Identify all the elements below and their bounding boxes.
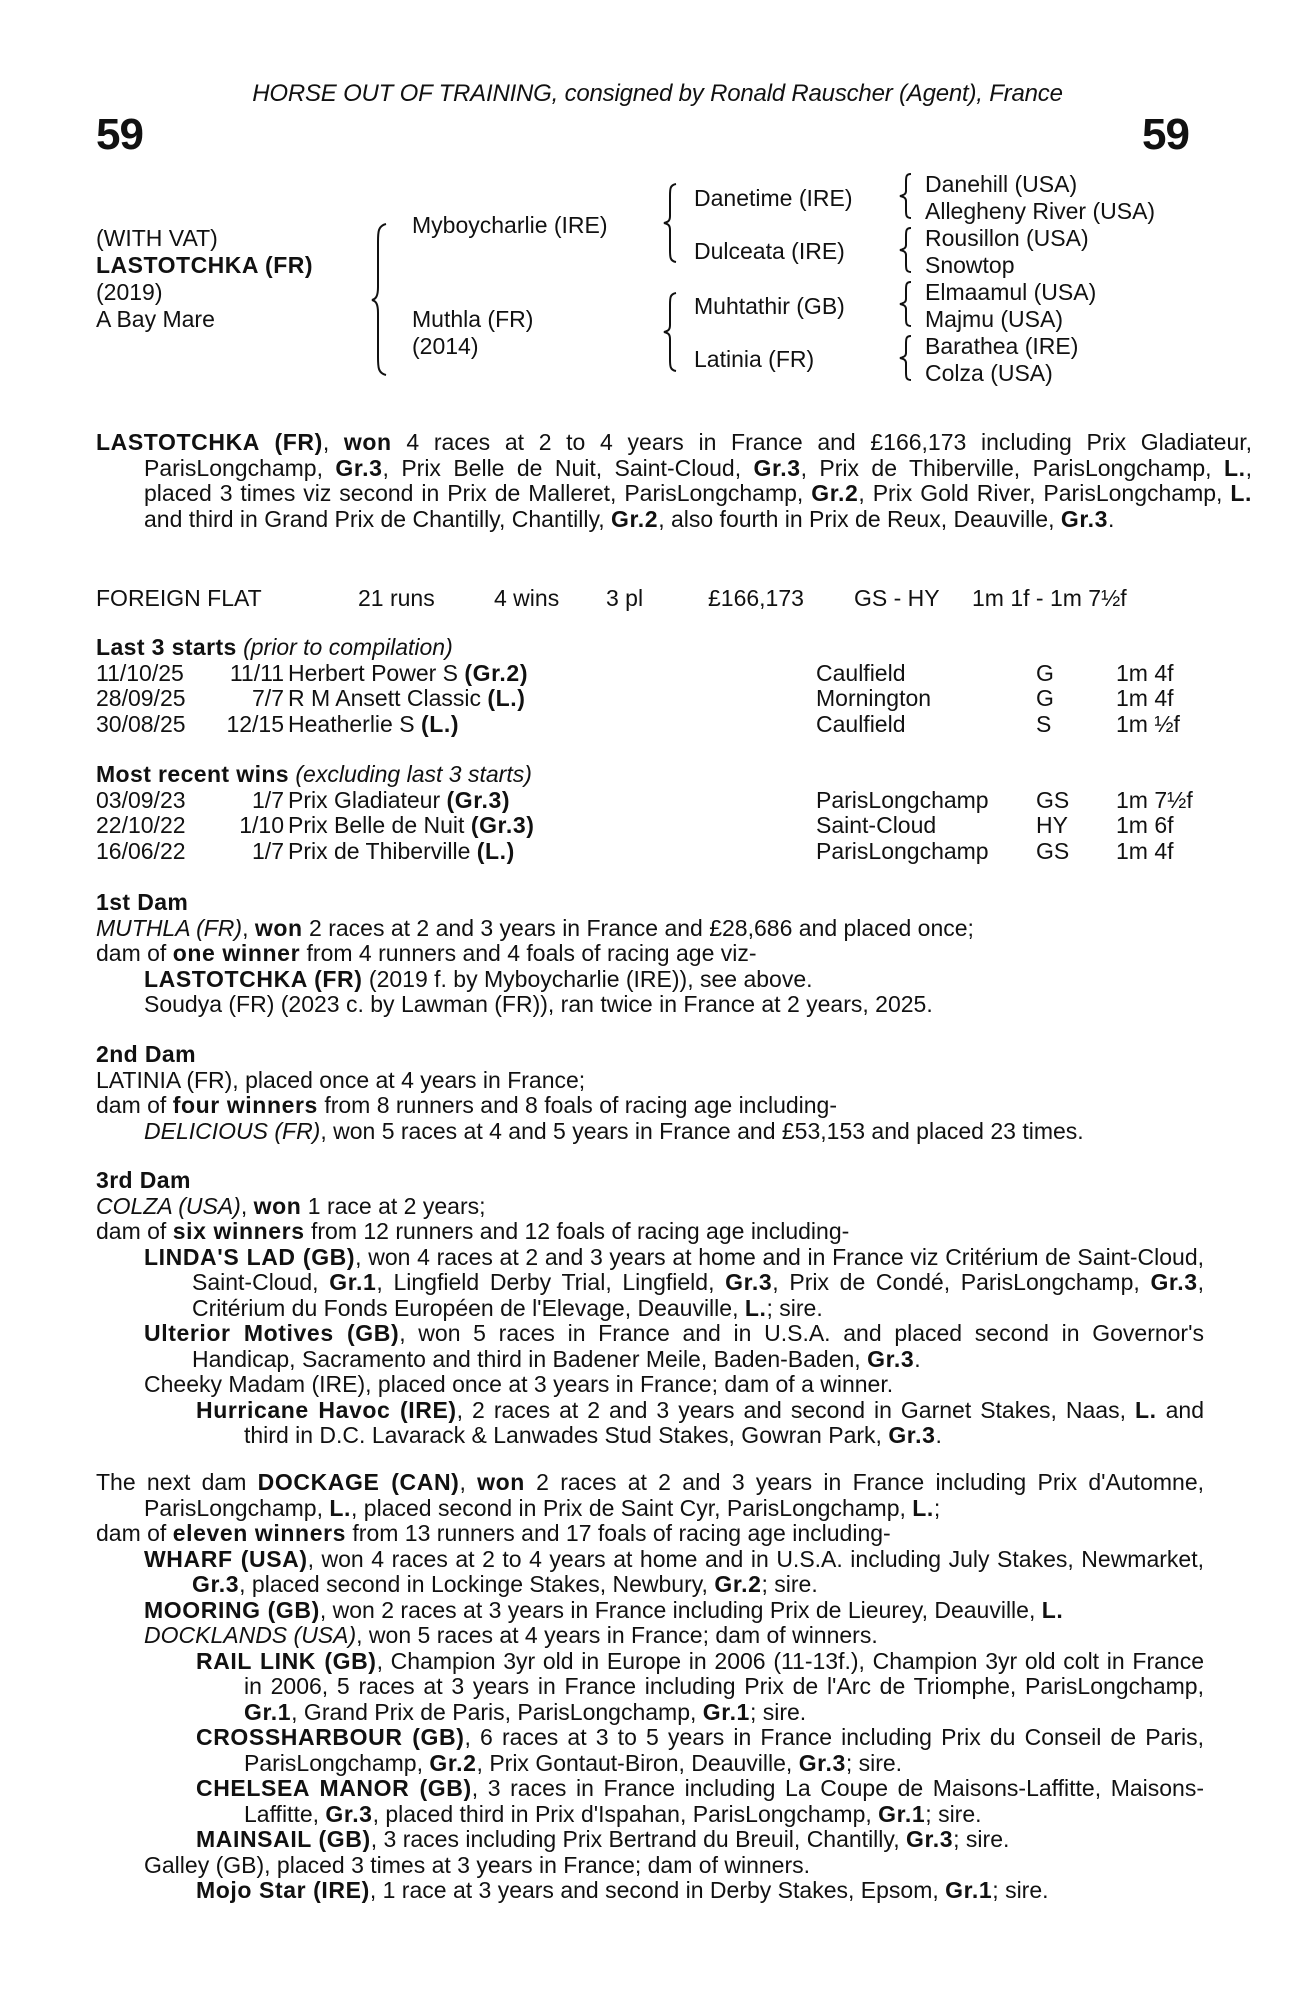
- text-run: 1 race at 2 years;: [301, 1192, 486, 1219]
- flat-distance: 1m 1f - 1m 7½f: [972, 585, 1127, 611]
- text-run: .: [935, 1422, 942, 1448]
- race-date: 16/06/22: [96, 837, 186, 864]
- horse-description: A Bay Mare: [96, 306, 215, 332]
- text-run: , placed 3 times viz second in Prix de Malleret, ParisLongchamp,: [144, 454, 1252, 506]
- bold-text: MAINSAIL (GB): [196, 1826, 371, 1852]
- bold-text: DOCKAGE (CAN): [257, 1469, 460, 1495]
- last-starts-heading: [96, 635, 1206, 661]
- pedigree-entry: [96, 1093, 1204, 1119]
- race-title: Prix Belle de Nuit: [288, 812, 471, 838]
- text-run: Cheeky Madam (IRE), placed once at 3 years in France; dam of a winner.: [144, 1371, 894, 1397]
- bold-text: Gr.1: [945, 1877, 993, 1903]
- last-starts-table: [96, 635, 1206, 737]
- race-name: [288, 839, 515, 865]
- bold-text: Gr.3: [1150, 1269, 1198, 1295]
- pedigree-entry: [96, 1068, 1204, 1094]
- last-starts-title: Last 3 starts: [96, 634, 237, 660]
- text-run: , Prix de Condé, ParisLongchamp,: [772, 1269, 1151, 1295]
- italic-text: COLZA (USA): [96, 1192, 241, 1219]
- text-run: , placed second in Lockinge Stakes, Newbury,: [239, 1571, 715, 1597]
- pedigree-subject: [96, 225, 313, 333]
- text-run: , Prix Gold River, ParisLongchamp,: [858, 480, 1231, 506]
- race-position: 1/10: [239, 812, 284, 838]
- race-grade: (Gr.2): [464, 659, 529, 686]
- g3-ancestor: Majmu (USA): [925, 306, 1064, 332]
- text-run: ,: [459, 1469, 478, 1495]
- bold-text: four winners: [172, 1092, 318, 1118]
- sire-name: Myboycharlie (IRE): [412, 212, 608, 238]
- race-position: 11/11: [229, 659, 284, 686]
- race-row: [96, 813, 1206, 839]
- text-run: dam of: [96, 1520, 173, 1546]
- text-run: , won 5 races at 4 years in France; dam of winners.: [356, 1622, 878, 1648]
- race-name: [288, 712, 459, 738]
- text-run: , Champion 3yr old in Europe in 2006 (11-13f.), Champion 3yr old colt in France in 2006, 5 races at 3 years in France including Prix de l'Arc de Triomphe, ParisLongchamp,: [244, 1647, 1204, 1699]
- race-position: 12/15: [226, 710, 284, 737]
- bold-text: MOORING (GB): [144, 1596, 320, 1623]
- recent-wins-subtitle: (excluding last 3 starts): [295, 761, 532, 787]
- bold-text: eleven winners: [172, 1520, 347, 1546]
- flat-label: FOREIGN FLAT: [96, 585, 262, 611]
- bold-text: L.: [1223, 454, 1246, 481]
- race-date: 03/09/23: [96, 786, 186, 813]
- race-course: Mornington: [816, 685, 932, 711]
- flat-runs: 21 runs: [358, 585, 435, 611]
- race-course: ParisLongchamp: [816, 837, 989, 864]
- text-run: , 2 races at 2 and 3 years and second in Garnet Stakes, Naas,: [456, 1396, 1135, 1423]
- bold-text: won: [254, 914, 303, 941]
- dam-sire-name: Muhtathir (GB): [694, 293, 845, 319]
- dam-name: Muthla (FR): [412, 306, 534, 332]
- text-run: ; sire.: [925, 1800, 982, 1827]
- text-run: , won 4 races at 2 to 4 years at home and in U.S.A. including July Stakes, Newmarket,: [307, 1545, 1204, 1572]
- bold-text: L.: [1230, 480, 1252, 506]
- text-run: , also fourth in Prix de Reux, Deauville,: [658, 505, 1061, 532]
- bold-text: Gr.1: [329, 1269, 377, 1295]
- race-distance: 1m 4f: [1116, 685, 1174, 711]
- text-run: 2 races at 2 and 3 years in France and £28,686 and placed once;: [302, 914, 974, 941]
- pedigree-entry: [196, 1649, 1204, 1726]
- race-grade: (L.): [487, 685, 526, 711]
- bold-text: LINDA'S LAD (GB): [144, 1243, 356, 1270]
- third-dam-section: [96, 1168, 1204, 1449]
- race-date: 22/10/22: [96, 812, 186, 838]
- bold-text: Gr.3: [192, 1571, 240, 1597]
- race-row: [96, 686, 1206, 712]
- pedigree-entry: [144, 1119, 1204, 1145]
- g3-ancestor: Colza (USA): [925, 360, 1053, 386]
- bold-text: Gr.3: [335, 454, 383, 481]
- text-run: , won 5 races in France and in U.S.A. and placed second in Governor's Handicap, Sacramento and third in Badener Meile, Baden-Baden,: [192, 1320, 1204, 1372]
- first-dam-heading: 1st Dam: [96, 889, 189, 915]
- bold-text: Gr.3: [725, 1269, 773, 1295]
- race-position: 1/7: [252, 837, 284, 864]
- pedigree-entry: [144, 967, 1204, 993]
- flat-placed: 3 pl: [606, 585, 644, 611]
- race-distance: 1m ½f: [1116, 710, 1180, 737]
- race-title: Prix de Thiberville: [288, 837, 477, 864]
- pedigree-brace-main: [370, 222, 390, 377]
- text-run: ; sire.: [992, 1877, 1049, 1903]
- bold-text: LASTOTCHKA (FR): [96, 429, 323, 455]
- recent-wins-table: [96, 762, 1206, 864]
- italic-text: DOCKLANDS (USA): [144, 1622, 357, 1648]
- sire-dam-name: Dulceata (IRE): [694, 238, 845, 264]
- race-row: [96, 839, 1206, 865]
- race-name: [288, 661, 528, 687]
- race-distance: 1m 7½f: [1116, 786, 1193, 813]
- pedigree-entry: [144, 1321, 1204, 1372]
- race-name: [288, 813, 534, 839]
- pedigree-brace-g3-3: [898, 280, 914, 328]
- g3-ancestor: Allegheny River (USA): [925, 198, 1156, 224]
- pedigree-brace-sire: [662, 182, 680, 264]
- pedigree-entry: [196, 1827, 1204, 1853]
- bold-text: Gr.2: [714, 1571, 762, 1597]
- pedigree-entry: [144, 1623, 1204, 1649]
- race-title: Herbert Power S: [288, 659, 465, 686]
- sire-sire-name: Danetime (IRE): [694, 185, 853, 211]
- race-title: Heatherlie S: [288, 710, 421, 737]
- dam-year: (2014): [412, 333, 479, 359]
- race-going: HY: [1036, 812, 1068, 838]
- pedigree-entry: [96, 941, 1204, 967]
- foaling-year: (2019): [96, 279, 163, 305]
- bold-text: won: [253, 1192, 302, 1219]
- race-row: [96, 788, 1206, 814]
- g3-ancestor: Barathea (IRE): [925, 333, 1079, 359]
- bold-text: WHARF (USA): [144, 1545, 308, 1572]
- race-course: ParisLongchamp: [816, 786, 989, 813]
- text-run: ; sire.: [749, 1698, 807, 1725]
- text-run: , won 5 races at 4 and 5 years in France and £53,153 and placed 23 times.: [320, 1117, 1084, 1144]
- bold-text: Gr.3: [753, 454, 801, 481]
- pedigree-brace-g3-1: [898, 172, 914, 220]
- text-run: ;: [933, 1494, 941, 1521]
- dam-dam-name: Latinia (FR): [694, 346, 815, 372]
- pedigree-brace-g3-4: [898, 334, 914, 382]
- pedigree-entry: [96, 916, 1204, 942]
- text-run: , Prix Gontaut-Biron, Deauville,: [476, 1749, 799, 1776]
- bold-text: L.: [744, 1294, 767, 1321]
- text-run: 2 races at 2 and 3 years in France including Prix d'Automne, ParisLongchamp,: [144, 1469, 1204, 1521]
- pedigree-entry: [196, 1776, 1204, 1827]
- text-run: from 13 runners and 17 foals of racing age including-: [346, 1520, 891, 1546]
- race-title: Prix Gladiateur: [288, 786, 447, 813]
- pedigree-entry: [144, 1372, 1204, 1398]
- bold-text: Gr.2: [611, 505, 659, 532]
- second-dam-heading: 2nd Dam: [96, 1041, 196, 1067]
- bold-text: Gr.2: [429, 1749, 477, 1776]
- text-run: (2019 f. by Myboycharlie (IRE)), see above.: [362, 965, 813, 992]
- flat-earnings: £166,173: [708, 585, 804, 611]
- last-starts-subtitle: (prior to compilation): [243, 634, 453, 660]
- third-dam-heading: 3rd Dam: [96, 1167, 191, 1193]
- pedigree-entry: [144, 1598, 1204, 1624]
- text-run: from 4 runners and 4 foals of racing age viz-: [300, 940, 757, 966]
- text-run: ; sire.: [761, 1571, 818, 1597]
- race-distance: 1m 4f: [1116, 659, 1174, 686]
- second-dam-section: [96, 1042, 1204, 1144]
- bold-text: won: [477, 1469, 525, 1495]
- bold-text: Gr.2: [811, 480, 859, 506]
- pedigree-gen3: [925, 171, 1155, 387]
- g3-ancestor: Snowtop: [925, 252, 1015, 278]
- text-run: ; sire.: [766, 1294, 823, 1321]
- bold-text: Gr.3: [888, 1422, 936, 1448]
- text-run: ; sire.: [953, 1826, 1010, 1852]
- pedigree-entry: [196, 1878, 1204, 1904]
- bold-text: Gr.1: [878, 1800, 926, 1827]
- bold-text: CROSSHARBOUR (GB): [196, 1724, 465, 1750]
- vat-note: (WITH VAT): [96, 225, 218, 251]
- pedigree-entry: [96, 1194, 1204, 1220]
- bold-text: one winner: [172, 940, 301, 966]
- consignor-header: HORSE OUT OF TRAINING, consigned by Ronald Rauscher (Agent), France: [252, 80, 1063, 107]
- bold-text: L.: [912, 1494, 934, 1521]
- text-run: dam of: [96, 1218, 173, 1244]
- text-run: , Lingfield Derby Trial, Lingfield,: [376, 1269, 726, 1295]
- bold-text: L.: [329, 1494, 352, 1521]
- race-going: GS: [1036, 837, 1070, 864]
- bold-text: Ulterior Motives (GB): [144, 1320, 400, 1346]
- text-run: ,: [322, 429, 344, 455]
- bold-text: L.: [1135, 1396, 1157, 1423]
- bold-text: Gr.3: [325, 1800, 373, 1827]
- race-course: Caulfield: [816, 659, 906, 686]
- pedigree-entry: [144, 1547, 1204, 1598]
- lot-number-right: 59: [1142, 110, 1189, 159]
- race-date: 11/10/25: [96, 659, 184, 686]
- g3-ancestor: Rousillon (USA): [925, 225, 1089, 251]
- text-run: , Prix de Thiberville, ParisLongchamp,: [800, 454, 1224, 481]
- race-distance: 1m 6f: [1116, 812, 1174, 838]
- race-going: S: [1036, 710, 1052, 737]
- pedigree-entry: [96, 1470, 1204, 1521]
- flat-wins: 4 wins: [494, 585, 560, 611]
- race-date: 30/08/25: [96, 710, 186, 737]
- text-run: , won 2 races at 3 years in France including Prix de Lieurey, Deauville,: [319, 1596, 1042, 1623]
- bold-text: Mojo Star (IRE): [196, 1877, 370, 1903]
- pedigree-entry: [96, 1521, 1204, 1547]
- text-run: dam of: [96, 940, 173, 966]
- text-run: , Prix Belle de Nuit, Saint-Cloud,: [382, 454, 754, 481]
- pedigree-entry: [144, 992, 1204, 1018]
- race-summary: [96, 430, 1252, 532]
- race-course: Saint-Cloud: [816, 812, 937, 838]
- text-run: , won 4 races at 2 and 3 years at home and in France viz Critérium de Saint-Cloud, Saint-Cloud,: [192, 1243, 1205, 1295]
- race-position: 1/7: [252, 786, 284, 813]
- text-run: ,: [240, 1192, 254, 1219]
- bold-text: Gr.1: [702, 1698, 750, 1725]
- race-grade: (Gr.3): [446, 786, 511, 813]
- text-run: .: [914, 1345, 921, 1372]
- bold-text: won: [343, 429, 392, 455]
- race-row: [96, 712, 1206, 738]
- race-title: R M Ansett Classic: [288, 685, 488, 711]
- text-run: LATINIA (FR), placed once at 4 years in France;: [96, 1066, 586, 1093]
- pedigree-brace-g3-2: [898, 226, 914, 274]
- recent-wins-heading: [96, 762, 1206, 788]
- race-course: Caulfield: [816, 710, 906, 737]
- text-run: 4 races at 2 to 4 years in France and £166,173 including Prix Gladiateur, ParisLongchamp,: [144, 429, 1253, 481]
- bold-text: Hurricane Havoc (IRE): [196, 1396, 457, 1423]
- race-date: 28/09/25: [96, 685, 186, 711]
- bold-text: RAIL LINK (GB): [196, 1647, 377, 1674]
- race-grade: (L.): [420, 710, 460, 737]
- text-run: ,: [242, 914, 255, 941]
- text-run: from 8 runners and 8 foals of racing age including-: [317, 1092, 838, 1118]
- italic-text: MUTHLA (FR): [96, 914, 243, 941]
- text-run: , placed third in Prix d'Ispahan, ParisLongchamp,: [372, 1800, 879, 1827]
- race-name: [288, 788, 510, 814]
- bold-text: Gr.3: [867, 1345, 915, 1372]
- bold-text: Gr.3: [1060, 505, 1109, 532]
- bold-text: LASTOTCHKA (FR): [144, 965, 363, 992]
- pedigree-entry: [96, 1219, 1204, 1245]
- pedigree-entry: [144, 1853, 1204, 1879]
- text-run: Soudya (FR) (2023 c. by Lawman (FR)), ran twice in France at 2 years, 2025.: [144, 991, 933, 1017]
- horse-name: LASTOTCHKA (FR): [96, 252, 314, 278]
- text-run: and third in Grand Prix de Chantilly, Chantilly,: [144, 505, 612, 532]
- bold-text: six winners: [172, 1218, 305, 1244]
- text-run: The next dam: [96, 1469, 258, 1495]
- text-run: , 6 races at 3 to 5 years in France including Prix du Conseil de Paris, ParisLongchamp,: [244, 1724, 1204, 1776]
- next-dam-section: [96, 1470, 1204, 1904]
- text-run: , placed second in Prix de Saint Cyr, ParisLongchamp,: [351, 1494, 913, 1521]
- bold-text: CHELSEA MANOR (GB): [196, 1775, 472, 1801]
- text-run: , 3 races including Prix Bertrand du Breuil, Chantilly,: [370, 1826, 906, 1852]
- italic-text: DELICIOUS (FR): [144, 1117, 321, 1144]
- text-run: .: [1108, 505, 1115, 532]
- race-name: [288, 686, 526, 712]
- bold-text: Gr.3: [905, 1826, 954, 1852]
- text-run: , 1 race at 3 years and second in Derby Stakes, Epsom,: [369, 1877, 946, 1903]
- g3-ancestor: Elmaamul (USA): [925, 279, 1097, 305]
- pedigree-brace-dam: [662, 291, 680, 373]
- first-dam-section: [96, 890, 1204, 1018]
- text-run: , Critérium du Fonds Européen de l'Elevage, Deauville,: [192, 1269, 1204, 1321]
- flat-going: GS - HY: [854, 585, 940, 611]
- g3-ancestor: Danehill (USA): [925, 171, 1078, 197]
- race-row: [96, 661, 1206, 687]
- race-distance: 1m 4f: [1116, 837, 1174, 864]
- text-run: , 3 races in France including La Coupe de Maisons-Laffitte, Maisons-Laffitte,: [244, 1775, 1204, 1827]
- pedigree-entry: [196, 1725, 1204, 1776]
- bold-text: L.: [1041, 1596, 1064, 1623]
- text-run: from 12 runners and 12 foals of racing age including-: [304, 1218, 850, 1244]
- race-position: 7/7: [252, 685, 284, 711]
- lot-number-left: 59: [96, 110, 143, 159]
- pedigree-entry: [196, 1398, 1204, 1449]
- text-run: and third in D.C. Lavarack & Lanwades Stud Stakes, Gowran Park,: [244, 1396, 1205, 1448]
- bold-text: Gr.1: [244, 1698, 292, 1725]
- text-run: Galley (GB), placed 3 times at 3 years in France; dam of winners.: [144, 1851, 810, 1878]
- recent-wins-title: Most recent wins: [96, 761, 289, 787]
- bold-text: Gr.3: [798, 1749, 846, 1776]
- race-grade: (Gr.3): [470, 812, 535, 838]
- race-grade: (L.): [476, 837, 515, 864]
- text-run: , Grand Prix de Paris, ParisLongchamp,: [291, 1698, 703, 1725]
- text-run: ; sire.: [845, 1749, 903, 1776]
- pedigree-entry: [144, 1245, 1204, 1322]
- race-going: GS: [1036, 786, 1070, 813]
- race-going: G: [1036, 659, 1054, 686]
- text-run: dam of: [96, 1092, 173, 1118]
- race-going: G: [1036, 685, 1054, 711]
